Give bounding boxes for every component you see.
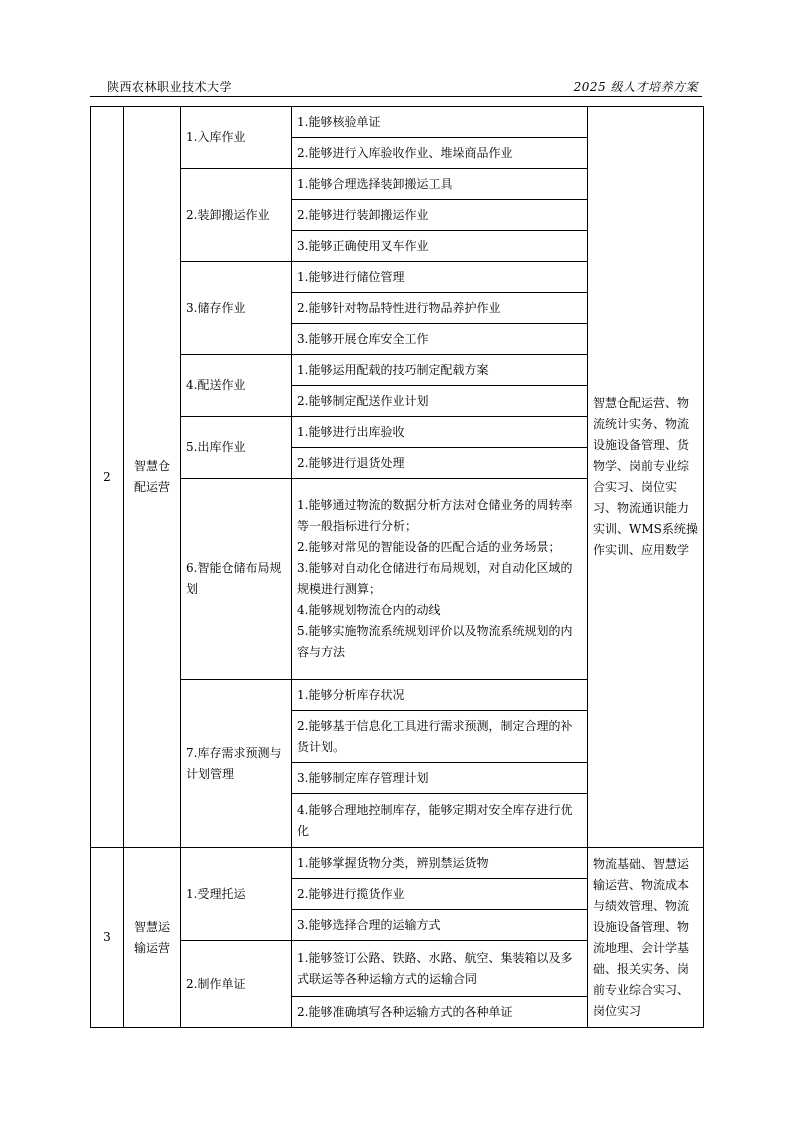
ability-item: 2.能够进行退货处理 [292, 448, 588, 479]
ability-item: 3.能够正确使用叉车作业 [292, 231, 588, 262]
ability-line: 5.能够实施物流系统规划评价以及物流系统规划的内容与方法 [297, 624, 573, 659]
ability-line: 4.能够规划物流仓内的动线 [297, 603, 441, 617]
header-plan: 2025 级人才培养方案 [573, 80, 698, 94]
ability-item: 2.能够制定配送作业计划 [292, 386, 588, 417]
ability-item: 3.能够制定库存管理计划 [292, 763, 588, 794]
row-number: 3 [91, 848, 124, 1028]
ability-item: 2.能够进行入库验收作业、堆垛商品作业 [292, 138, 588, 169]
course-list: 智慧仓配运营、物流统计实务、物流设施设备管理、货物学、岗前专业综合实习、岗位实习、物流通识能力实训、WMS系统操作实训、应用数学 [588, 107, 704, 848]
header-school: 陕西农林职业技术大学 [107, 80, 233, 94]
task-name: 7.库存需求预测与计划管理 [181, 680, 292, 848]
task-name: 2.装卸搬运作业 [181, 169, 292, 262]
role-name: 智慧仓配运营 [124, 107, 181, 848]
ability-item: 1.能够核验单证 [292, 107, 588, 138]
task-name: 2.制作单证 [181, 941, 292, 1028]
ability-item: 2.能够进行装卸搬运作业 [292, 200, 588, 231]
ability-item: 2.能够针对物品特性进行物品养护作业 [292, 293, 588, 324]
ability-table [90, 106, 704, 1028]
ability-item: 1.能够进行出库验收 [292, 417, 588, 448]
ability-item: 1.能够合理选择装卸搬运工具 [292, 169, 588, 200]
ability-item: 1.能够运用配载的技巧制定配载方案 [292, 355, 588, 386]
ability-item: 1.能够进行储位管理 [292, 262, 588, 293]
course-list: 物流基础、智慧运输运营、物流成本与绩效管理、物流设施设备管理、物流地理、会计学基础、报关实务、岗前专业综合实习、岗位实习 [588, 848, 704, 1028]
ability-line: 3.能够对自动化仓储进行布局规划，对自动化区域的规模进行测算； [297, 561, 573, 596]
table-row [91, 848, 704, 879]
row-number: 2 [91, 107, 124, 848]
ability-item: 3.能够选择合理的运输方式 [292, 910, 588, 941]
ability-item: 1.能够分析库存状况 [292, 680, 588, 711]
role-name: 智慧运输运营 [124, 848, 181, 1028]
task-name: 1.受理托运 [181, 848, 292, 941]
ability-item: 1.能够掌握货物分类，辨别禁运货物 [292, 848, 588, 879]
ability-item: 2.能够准确填写各种运输方式的各种单证 [292, 997, 588, 1028]
ability-line: 2.能够对常见的智能设备的匹配合适的业务场景； [297, 540, 561, 554]
ability-item-multi [292, 479, 588, 680]
task-name: 4.配送作业 [181, 355, 292, 417]
ability-item: 4.能够合理地控制库存，能够定期对安全库存进行优化 [292, 794, 588, 848]
ability-line: 1.能够通过物流的数据分析方法对仓储业务的周转率等一般指标进行分析； [297, 498, 573, 533]
ability-item: 1.能够签订公路、铁路、水路、航空、集装箱以及多式联运等各种运输方式的运输合同 [292, 941, 588, 997]
ability-item: 2.能够进行揽货作业 [292, 879, 588, 910]
task-name: 6.智能仓储布局规划 [181, 479, 292, 680]
task-name: 5.出库作业 [181, 417, 292, 479]
ability-item: 2.能够基于信息化工具进行需求预测，制定合理的补货计划。 [292, 711, 588, 763]
task-name: 3.储存作业 [181, 262, 292, 355]
header-rule [90, 96, 702, 97]
task-name: 1.入库作业 [181, 107, 292, 169]
ability-item: 3.能够开展仓库安全工作 [292, 324, 588, 355]
table-row [91, 107, 704, 138]
